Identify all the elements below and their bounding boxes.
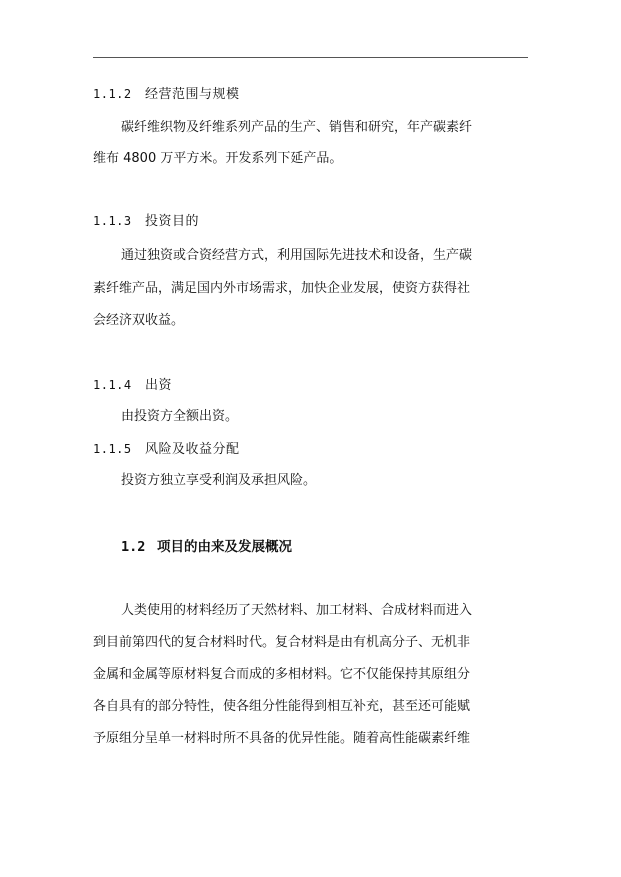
section-title-text: 项目的由来及发展概况: [157, 539, 292, 555]
paragraph-line: 予原组分呈单一材料时所不具备的优异性能。随着高性能碳素纤维: [93, 731, 471, 746]
section-title-1-2: [121, 538, 292, 556]
heading-1-1-2: [93, 86, 240, 103]
heading-title: 经营范围与规模: [145, 87, 240, 102]
heading-number: 1.1.2: [93, 87, 132, 101]
paragraph-line: 到目前第四代的复合材料时代。复合材料是由有机高分子、无机非: [93, 635, 471, 650]
heading-number: 1.1.5: [93, 442, 132, 456]
paragraph-line: 会经济双收益。: [93, 313, 185, 328]
paragraph-line: 维布 4800 万平方米。开发系列下延产品。: [93, 151, 343, 166]
heading-1-1-5: [93, 441, 240, 458]
heading-number: 1.1.3: [93, 214, 132, 228]
paragraph-line: 人类使用的材料经历了天然材料、加工材料、合成材料而进入: [121, 603, 473, 618]
paragraph-line: 素纤维产品，满足国内外市场需求，加快企业发展，使资方获得社: [93, 281, 471, 296]
heading-1-1-3: [93, 213, 199, 230]
paragraph-line: 碳纤维织物及纤维系列产品的生产、销售和研究，年产碳素纤: [121, 120, 473, 135]
heading-1-1-4: [93, 377, 172, 394]
paragraph-line: 各自具有的部分特性，使各组分性能得到相互补充，甚至还可能赋: [93, 699, 471, 714]
heading-title: 出资: [145, 378, 173, 393]
paragraph-line: 投资方独立享受利润及承担风险。: [121, 473, 317, 488]
header-rule: [93, 57, 528, 58]
paragraph-line: 金属和金属等原材料复合而成的多相材料。它不仅能保持其原组分: [93, 667, 471, 682]
heading-number: 1.1.4: [93, 378, 132, 392]
heading-title: 投资目的: [145, 214, 200, 229]
section-number: 1.2: [121, 539, 146, 555]
heading-title: 风险及收益分配: [145, 442, 240, 457]
paragraph-line: 由投资方全额出资。: [121, 409, 239, 424]
paragraph-line: 通过独资或合资经营方式，利用国际先进技术和设备，生产碳: [121, 248, 473, 263]
